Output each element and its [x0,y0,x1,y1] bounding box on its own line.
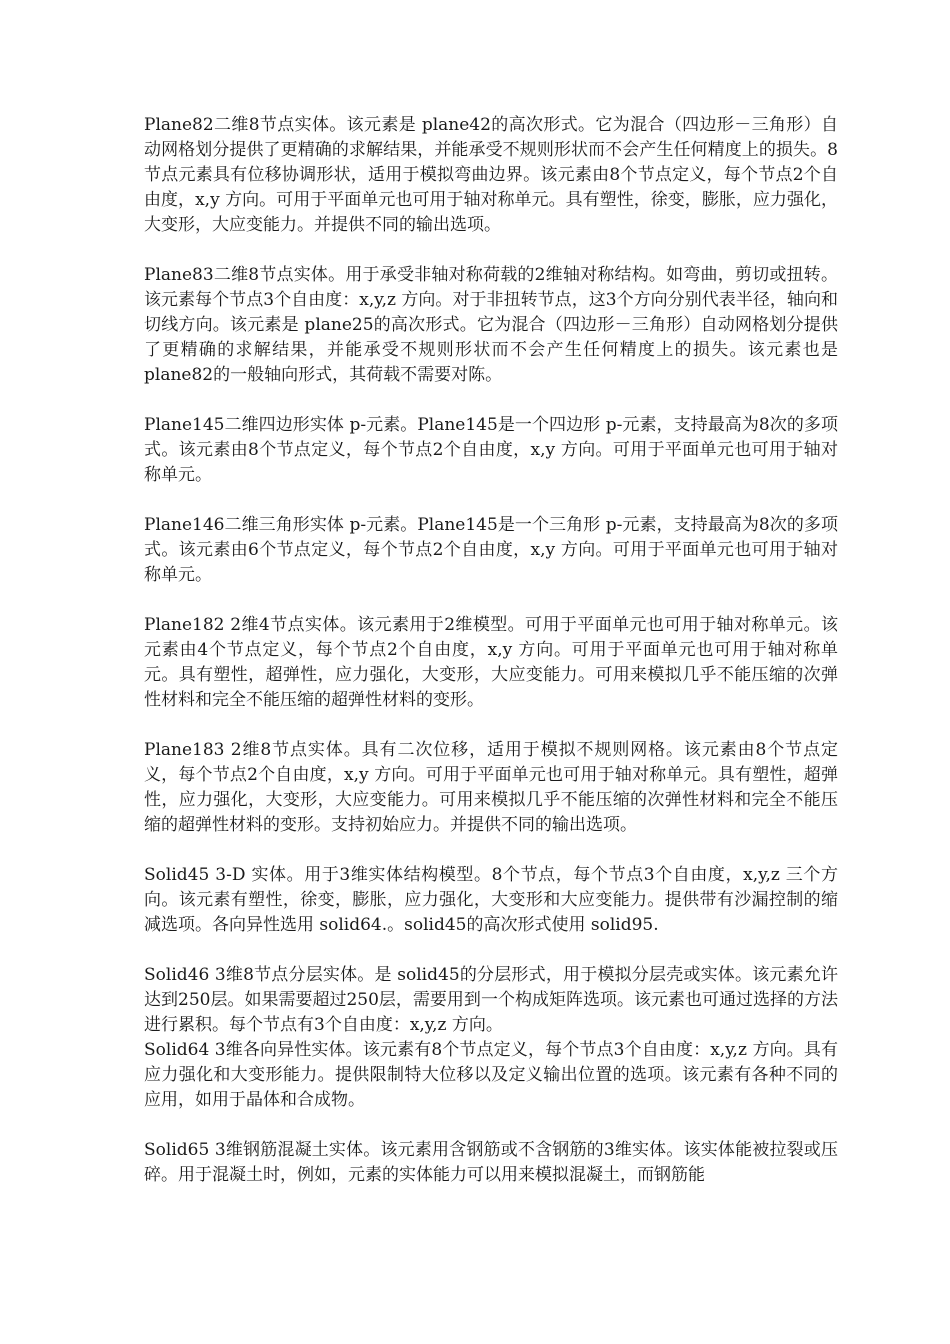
paragraph-plane182: Plane182 2维4节点实体。该元素用于2维模型。可用于平面单元也可用于轴对称单元。该元素由4个节点定义，每个节点2个自由度，x,y 方向。可用于平面单元也可用于轴对称单元。具有塑性，超弹性，应力强化，大变形，大应变能力。可用来模拟几乎不能压缩的次弹性材料和完全不能压缩的超弹性材料的变形。 [144,615,838,710]
paragraph-plane145: Plane145二维四边形实体 p-元素。Plane145是一个四边形 p-元素，支持最高为8次的多项式。该元素由8个节点定义，每个节点2个自由度，x,y 方向。可用于平面单元也可用于轴对称单元。 [144,415,838,485]
paragraph-solid45: Solid45 3-D 实体。用于3维实体结构模型。8个节点，每个节点3个自由度，x,y,z 三个方向。该元素有塑性，徐变，膨胀，应力强化，大变形和大应变能力。提供带有沙漏控制的缩减选项。各向异性选用 solid64.。solid45的高次形式使用 solid95. [144,865,838,935]
paragraph-plane83: Plane83二维8节点实体。用于承受非轴对称荷载的2维轴对称结构。如弯曲，剪切或扭转。该元素每个节点3个自由度：x,y,z 方向。对于非扭转节点，这3个方向分别代表半径，轴向和切线方向。该元素是 plane25的高次形式。它为混合（四边形－三角形）自动网格划分提供了更精确的求解结果，并能承受不规则形状而不会产生任何精度上的损失。该元素也是 plane82的一般轴向形式，其荷载不需要对陈。 [144,265,838,385]
paragraph-solid46: Solid46 3维8节点分层实体。是 solid45的分层形式，用于模拟分层壳或实体。该元素允许达到250层。如果需要超过250层，需要用到一个构成矩阵选项。该元素也可通过选择的方法进行累积。每个节点有3个自由度：x,y,z 方向。 [144,965,838,1035]
paragraph-plane183: Plane183 2维8节点实体。具有二次位移，适用于模拟不规则网格。该元素由8个节点定义，每个节点2个自由度，x,y 方向。可用于平面单元也可用于轴对称单元。具有塑性，超弹性，应力强化，大变形，大应变能力。可用来模拟几乎不能压缩的次弹性材料和完全不能压缩的超弹性材料的变形。支持初始应力。并提供不同的输出选项。 [144,740,838,835]
paragraph-solid64: Solid64 3维各向异性实体。该元素有8个节点定义，每个节点3个自由度：x,y,z 方向。具有应力强化和大变形能力。提供限制特大位移以及定义输出位置的选项。该元素有各种不同的应用，如用于晶体和合成物。 [144,1040,838,1110]
paragraph-solid65: Solid65 3维钢筋混凝土实体。该元素用含钢筋或不含钢筋的3维实体。该实体能被拉裂或压碎。用于混凝土时，例如，元素的实体能力可以用来模拟混凝土，而钢筋能 [144,1140,838,1185]
paragraph-plane146: Plane146二维三角形实体 p-元素。Plane145是一个三角形 p-元素，支持最高为8次的多项式。该元素由6个节点定义，每个节点2个自由度，x,y 方向。可用于平面单元也可用于轴对称单元。 [144,515,838,585]
paragraph-plane82: Plane82二维8节点实体。该元素是 plane42的高次形式。它为混合（四边形－三角形）自动网格划分提供了更精确的求解结果，并能承受不规则形状而不会产生任何精度上的损失。8节点元素具有位移协调形状，适用于模拟弯曲边界。该元素由8个节点定义，每个节点2个自由度，x,y 方向。可用于平面单元也可用于轴对称单元。具有塑性，徐变，膨胀，应力强化，大变形，大应变能力。并提供不同的输出选项。 [144,115,838,235]
document-body [144,113,838,1213]
